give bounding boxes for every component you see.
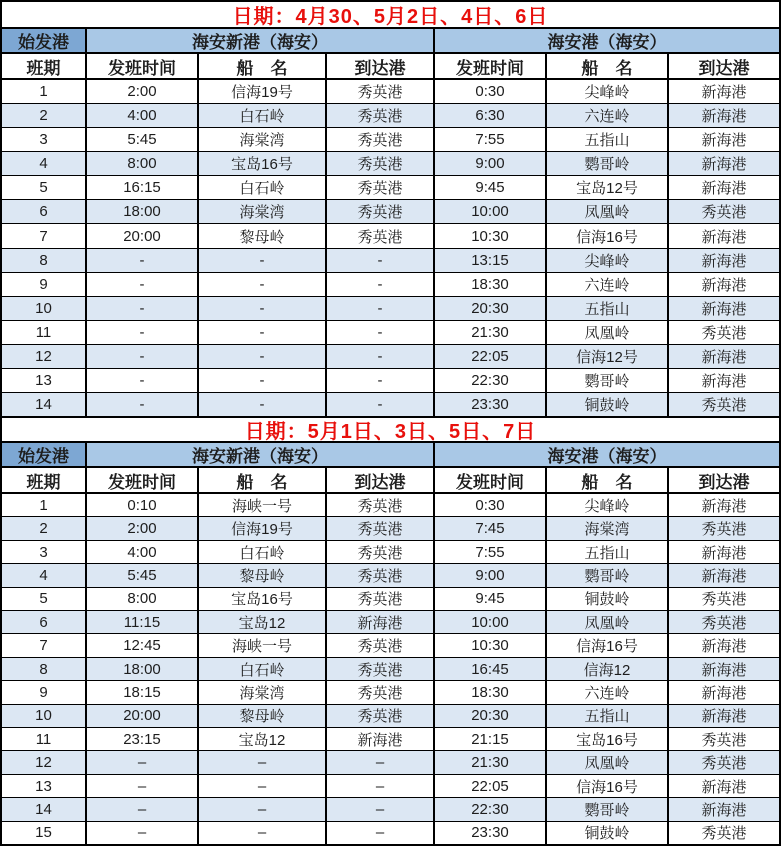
table-row (2, 345, 779, 369)
origin-port-header: 始发港 (2, 443, 87, 466)
trip-number-header: 班期 (2, 54, 87, 78)
arrive-port-cell: 秀英港 (327, 564, 435, 586)
arrive-port-cell: - (327, 273, 435, 296)
ship-name-cell: 凤凰岭 (547, 611, 669, 633)
table-row (2, 494, 779, 517)
depart-time-cell: 10:00 (435, 611, 547, 633)
depart-time-header: 发班时间 (87, 468, 199, 492)
ship-name-cell: 五指山 (547, 297, 669, 320)
arrive-port-cell: - (327, 321, 435, 344)
ship-name-cell: 黎母岭 (199, 224, 327, 247)
depart-time-cell: 8:00 (87, 588, 199, 610)
ship-name-cell: 五指山 (547, 705, 669, 727)
schedule-table-1 (2, 2, 779, 416)
trip-number-cell: 4 (2, 564, 87, 586)
ship-name-cell: 白石岭 (199, 176, 327, 199)
ship-name-cell: - (199, 249, 327, 272)
ship-name-cell: 信海12号 (547, 345, 669, 368)
depart-time-cell: – (87, 751, 199, 773)
depart-time-cell: 2:00 (87, 517, 199, 539)
trip-number-cell: 14 (2, 798, 87, 820)
depart-time-cell: - (87, 321, 199, 344)
column-header-row (2, 54, 779, 80)
ship-name-header: 船 名 (199, 54, 327, 78)
table-row (2, 705, 779, 728)
ship-name-cell: 宝岛12 (199, 728, 327, 750)
arrive-port-cell: 新海港 (701, 132, 747, 150)
table-row (2, 104, 779, 128)
depart-time-cell: 20:00 (87, 705, 199, 727)
ship-name-cell: - (199, 345, 327, 368)
depart-time-cell: 10:30 (435, 224, 547, 247)
ship-name-cell: – (199, 775, 327, 797)
table-row (2, 517, 779, 540)
ship-name-cell: - (199, 393, 327, 416)
ship-name-cell: 尖峰岭 (547, 249, 669, 272)
arrive-port-cell: 秀英港 (327, 541, 435, 563)
ship-name-cell: 黎母岭 (199, 564, 327, 586)
depart-time-cell: 20:00 (87, 224, 199, 247)
trip-number-cell: 2 (2, 104, 87, 127)
trip-number-cell: 3 (2, 541, 87, 563)
table-row (2, 80, 779, 104)
depart-time-cell: – (87, 798, 199, 820)
arrive-port-cell: 秀英港 (327, 128, 435, 151)
depart-time-cell: 7:55 (435, 541, 547, 563)
arrive-port-cell: 新海港 (701, 156, 747, 174)
arrive-port-cell: 新海港 (701, 276, 747, 294)
arrive-port-cell: 秀英港 (701, 204, 747, 222)
table-rows (2, 80, 779, 416)
depart-time-cell: – (87, 822, 199, 844)
trip-number-header: 班期 (2, 468, 87, 492)
depart-time-cell: 0:30 (435, 80, 547, 103)
arrive-port-cell: 新海港 (701, 84, 747, 102)
depart-time-cell: 7:45 (435, 517, 547, 539)
depart-time-cell: 10:30 (435, 634, 547, 656)
ship-name-cell: 白石岭 (199, 541, 327, 563)
depart-time-cell: 23:30 (435, 393, 547, 416)
depart-time-cell: 21:15 (435, 728, 547, 750)
ship-name-cell: 六连岭 (547, 273, 669, 296)
depart-time-cell: 9:00 (435, 564, 547, 586)
table-row (2, 541, 779, 564)
arrive-port-cell: 新海港 (327, 611, 435, 633)
haian-xingang-group-header: 海安新港（海安） (87, 443, 435, 466)
depart-time-cell: - (87, 345, 199, 368)
arrive-port-cell: 秀英港 (327, 104, 435, 127)
haian-xingang-group-header: 海安新港（海安） (87, 29, 435, 52)
ship-name-cell: 铜鼓岭 (547, 822, 669, 844)
trip-number-cell: 8 (2, 249, 87, 272)
arrive-port-cell: - (327, 249, 435, 272)
table-row (2, 634, 779, 657)
arrive-port-cell: 新海港 (701, 180, 747, 198)
depart-time-cell: 12:45 (87, 634, 199, 656)
arrive-port-cell: 秀英港 (327, 152, 435, 175)
arrive-port-cell: 新海港 (701, 778, 747, 796)
ship-name-cell: – (199, 751, 327, 773)
trip-number-cell: 2 (2, 517, 87, 539)
ship-name-cell: 凤凰岭 (547, 200, 669, 223)
table-row (2, 369, 779, 393)
depart-time-cell: 21:30 (435, 751, 547, 773)
depart-time-cell: 10:00 (435, 200, 547, 223)
trip-number-cell: 5 (2, 176, 87, 199)
depart-time-cell: 5:45 (87, 128, 199, 151)
table-row (2, 564, 779, 587)
arrive-port-cell: 新海港 (701, 544, 747, 562)
haiangang-group-header: 海安港（海安） (435, 443, 779, 466)
ship-name-header: 船 名 (547, 54, 669, 78)
trip-number-cell: 12 (2, 751, 87, 773)
ship-name-cell: - (199, 273, 327, 296)
arrive-port-cell: 新海港 (701, 708, 747, 726)
arrive-port-cell: 秀英港 (701, 825, 747, 843)
arrive-port-cell: 新海港 (701, 684, 747, 702)
schedule-date-title: 日期：4月30、5月2日、4日、6日 (2, 2, 779, 29)
depart-time-cell: - (87, 249, 199, 272)
arrive-port-cell: 新海港 (701, 108, 747, 126)
ship-name-cell: 鹦哥岭 (547, 152, 669, 175)
table-row (2, 224, 779, 248)
ship-name-cell: 六连岭 (547, 681, 669, 703)
arrive-port-cell: 秀英港 (327, 176, 435, 199)
arrive-port-cell: 秀英港 (327, 634, 435, 656)
table-row (2, 588, 779, 611)
arrive-port-cell: 秀英港 (701, 324, 747, 342)
ship-name-cell: 鹦哥岭 (547, 798, 669, 820)
ship-name-cell: 五指山 (547, 541, 669, 563)
arrive-port-header: 到达港 (698, 472, 750, 492)
depart-time-cell: 18:15 (87, 681, 199, 703)
ship-name-cell: 信海19号 (199, 517, 327, 539)
arrive-port-cell: 新海港 (701, 300, 747, 318)
trip-number-cell: 5 (2, 588, 87, 610)
ship-name-cell: 海峡一号 (199, 634, 327, 656)
trip-number-cell: 1 (2, 494, 87, 516)
ship-name-cell: 白石岭 (199, 658, 327, 680)
arrive-port-cell: - (327, 297, 435, 320)
ship-name-cell: – (199, 798, 327, 820)
table-row (2, 321, 779, 345)
table-row (2, 822, 779, 844)
trip-number-cell: 9 (2, 681, 87, 703)
arrive-port-cell: 新海港 (701, 497, 747, 515)
arrive-port-cell: - (327, 393, 435, 416)
depart-time-cell: - (87, 369, 199, 392)
arrive-port-cell: – (327, 775, 435, 797)
depart-time-cell: 22:30 (435, 798, 547, 820)
depart-time-cell: 22:05 (435, 775, 547, 797)
table-row (2, 728, 779, 751)
schedule-date-title: 日期：5月1日、3日、5日、7日 (2, 416, 779, 443)
depart-time-header: 发班时间 (435, 468, 547, 492)
depart-time-cell: 20:30 (435, 297, 547, 320)
trip-number-cell: 13 (2, 369, 87, 392)
ship-name-cell: 尖峰岭 (547, 80, 669, 103)
trip-number-cell: 10 (2, 297, 87, 320)
ship-name-cell: - (199, 297, 327, 320)
ship-name-cell: 海棠湾 (547, 517, 669, 539)
table-row (2, 297, 779, 321)
trip-number-cell: 15 (2, 822, 87, 844)
depart-time-cell: 18:30 (435, 273, 547, 296)
depart-time-cell: - (87, 273, 199, 296)
arrive-port-cell: - (327, 345, 435, 368)
table-row (2, 751, 779, 774)
depart-time-cell: 4:00 (87, 104, 199, 127)
trip-number-cell: 8 (2, 658, 87, 680)
ship-name-cell: - (199, 321, 327, 344)
table-row (2, 775, 779, 798)
depart-time-cell: 20:30 (435, 705, 547, 727)
ship-name-cell: 凤凰岭 (547, 751, 669, 773)
ship-name-cell: 黎母岭 (199, 705, 327, 727)
table-row (2, 152, 779, 176)
haiangang-group-header: 海安港（海安） (435, 29, 779, 52)
depart-time-cell: 7:55 (435, 128, 547, 151)
ship-name-cell: 六连岭 (547, 104, 669, 127)
depart-time-header: 发班时间 (435, 54, 547, 78)
table-row (2, 249, 779, 273)
ship-name-cell: 宝岛12 (199, 611, 327, 633)
ship-name-cell: 信海16号 (547, 775, 669, 797)
arrive-port-cell: 秀英港 (327, 705, 435, 727)
depart-time-cell: 22:30 (435, 369, 547, 392)
table-row (2, 393, 779, 416)
ship-name-cell: 宝岛16号 (547, 728, 669, 750)
arrive-port-cell: 秀英港 (327, 588, 435, 610)
table-row (2, 273, 779, 297)
arrive-port-cell: 新海港 (701, 661, 747, 679)
ship-name-cell: 信海16号 (547, 224, 669, 247)
depart-time-cell: 16:45 (435, 658, 547, 680)
depart-time-cell: 8:00 (87, 152, 199, 175)
trip-number-cell: 6 (2, 200, 87, 223)
arrive-port-cell: – (327, 798, 435, 820)
ship-name-cell: 五指山 (547, 128, 669, 151)
arrive-port-cell: 秀英港 (327, 200, 435, 223)
trip-number-cell: 13 (2, 775, 87, 797)
table-row (2, 681, 779, 704)
depart-time-cell: - (87, 393, 199, 416)
port-group-header-row (2, 443, 779, 468)
ship-name-header: 船 名 (547, 468, 669, 492)
table-row (2, 128, 779, 152)
depart-time-cell: 23:15 (87, 728, 199, 750)
arrive-port-cell: 新海港 (701, 228, 747, 246)
trip-number-cell: 11 (2, 321, 87, 344)
ship-name-cell: 鹦哥岭 (547, 564, 669, 586)
arrive-port-cell: 秀英港 (701, 755, 747, 773)
depart-time-cell: 5:45 (87, 564, 199, 586)
ship-name-cell: 海棠湾 (199, 200, 327, 223)
trip-number-cell: 12 (2, 345, 87, 368)
depart-time-cell: 23:30 (435, 822, 547, 844)
ship-name-cell: 铜鼓岭 (547, 393, 669, 416)
arrive-port-cell: 秀英港 (701, 731, 747, 749)
ship-name-cell: 宝岛12号 (547, 176, 669, 199)
depart-time-cell: 0:30 (435, 494, 547, 516)
table-row (2, 611, 779, 634)
depart-time-cell: 22:05 (435, 345, 547, 368)
depart-time-cell: 9:00 (435, 152, 547, 175)
arrive-port-cell: – (327, 751, 435, 773)
ship-name-cell: 信海19号 (199, 80, 327, 103)
depart-time-cell: – (87, 775, 199, 797)
trip-number-cell: 9 (2, 273, 87, 296)
trip-number-cell: 7 (2, 634, 87, 656)
depart-time-cell: 9:45 (435, 176, 547, 199)
arrive-port-cell: 秀英港 (327, 658, 435, 680)
ship-name-cell: 铜鼓岭 (547, 588, 669, 610)
ship-name-header: 船 名 (199, 468, 327, 492)
arrive-port-header: 到达港 (327, 54, 435, 78)
arrive-port-cell: 秀英港 (327, 224, 435, 247)
depart-time-cell: 18:30 (435, 681, 547, 703)
arrive-port-cell: 秀英港 (327, 80, 435, 103)
trip-number-cell: 6 (2, 611, 87, 633)
ship-name-cell: 宝岛16号 (199, 588, 327, 610)
arrive-port-cell: 秀英港 (701, 397, 747, 415)
arrive-port-cell: 新海港 (327, 728, 435, 750)
trip-number-cell: 3 (2, 128, 87, 151)
arrive-port-cell: 秀英港 (701, 614, 747, 632)
depart-time-cell: 18:00 (87, 200, 199, 223)
table-row (2, 658, 779, 681)
trip-number-cell: 11 (2, 728, 87, 750)
trip-number-cell: 7 (2, 224, 87, 247)
trip-number-cell: 1 (2, 80, 87, 103)
ship-name-cell: 海棠湾 (199, 681, 327, 703)
ship-name-cell: 尖峰岭 (547, 494, 669, 516)
depart-time-cell: - (87, 297, 199, 320)
origin-port-header: 始发港 (2, 29, 87, 52)
arrive-port-cell: 秀英港 (327, 517, 435, 539)
depart-time-cell: 16:15 (87, 176, 199, 199)
arrive-port-header: 到达港 (698, 58, 750, 78)
arrive-port-cell: 新海港 (701, 801, 747, 819)
ship-name-cell: 海棠湾 (199, 128, 327, 151)
arrive-port-cell: 新海港 (701, 567, 747, 585)
depart-time-cell: 21:30 (435, 321, 547, 344)
table-row (2, 200, 779, 224)
arrive-port-cell: 秀英港 (701, 521, 747, 539)
depart-time-header: 发班时间 (87, 54, 199, 78)
trip-number-cell: 14 (2, 393, 87, 416)
depart-time-cell: 18:00 (87, 658, 199, 680)
depart-time-cell: 11:15 (87, 611, 199, 633)
table-row (2, 798, 779, 821)
arrive-port-cell: 新海港 (701, 348, 747, 366)
schedule-table-2 (2, 416, 779, 844)
ship-name-cell: - (199, 369, 327, 392)
arrive-port-header: 到达港 (327, 468, 435, 492)
ship-name-cell: 凤凰岭 (547, 321, 669, 344)
ship-name-cell: 鹦哥岭 (547, 369, 669, 392)
depart-time-cell: 9:45 (435, 588, 547, 610)
arrive-port-cell: 新海港 (701, 372, 747, 390)
ship-name-cell: 信海16号 (547, 634, 669, 656)
port-group-header-row (2, 29, 779, 54)
depart-time-cell: 2:00 (87, 80, 199, 103)
ship-name-cell: – (199, 822, 327, 844)
ship-name-cell: 白石岭 (199, 104, 327, 127)
arrive-port-cell: – (327, 822, 435, 844)
column-header-row (2, 468, 779, 494)
trip-number-cell: 10 (2, 705, 87, 727)
arrive-port-cell: 新海港 (701, 638, 747, 656)
arrive-port-cell: - (327, 369, 435, 392)
trip-number-cell: 4 (2, 152, 87, 175)
ship-name-cell: 信海12 (547, 658, 669, 680)
table-rows (2, 494, 779, 844)
depart-time-cell: 13:15 (435, 249, 547, 272)
depart-time-cell: 0:10 (87, 494, 199, 516)
depart-time-cell: 6:30 (435, 104, 547, 127)
arrive-port-cell: 秀英港 (701, 591, 747, 609)
arrive-port-cell: 秀英港 (327, 681, 435, 703)
arrive-port-cell: 新海港 (701, 252, 747, 270)
ship-name-cell: 宝岛16号 (199, 152, 327, 175)
arrive-port-cell: 秀英港 (327, 494, 435, 516)
table-row (2, 176, 779, 200)
depart-time-cell: 4:00 (87, 541, 199, 563)
ship-name-cell: 海峡一号 (199, 494, 327, 516)
